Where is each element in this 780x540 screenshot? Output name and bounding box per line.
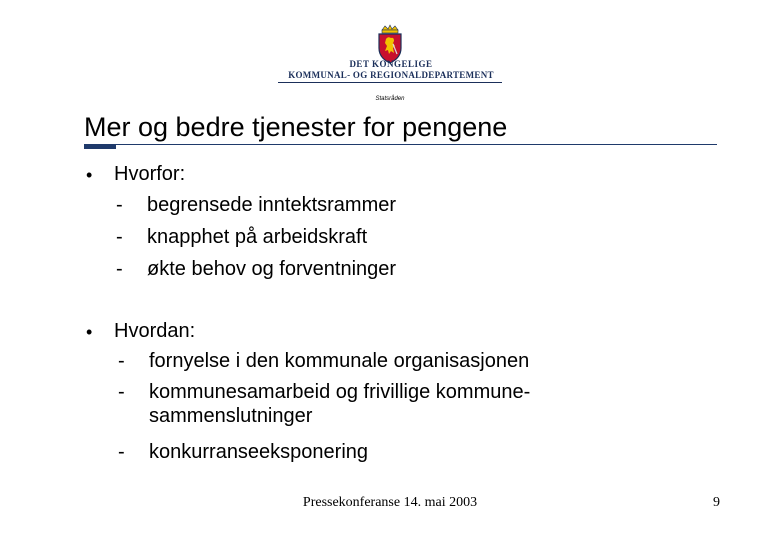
ministry-name-line1: DET KONGELIGE [349,59,433,69]
header-divider [278,82,502,83]
minister-title: Statsråden [375,96,405,102]
dash-icon: - [118,441,125,463]
slide-title: Mer og bedre tjenester for pengene [84,112,508,142]
dash-icon: - [116,226,123,248]
list-item-continuation: sammenslutninger [149,405,313,427]
section-heading-hvordan: Hvordan: [114,320,196,342]
dash-icon: - [116,194,123,216]
section-heading-hvorfor: Hvorfor: [114,163,186,185]
list-item: begrensede inntektsrammer [147,194,397,216]
page-number: 9 [713,495,720,510]
list-item: konkurranseeksponering [149,441,369,463]
bullet-icon: • [86,322,93,342]
ministry-name-line2: KOMMUNAL- OG REGIONALDEPARTEMENT [288,70,494,80]
list-item: knapphet på arbeidskraft [147,226,368,248]
dash-icon: - [118,350,125,372]
dash-icon: - [116,258,123,280]
footer-text: Pressekonferanse 14. mai 2003 [302,495,478,510]
bullet-icon: • [86,165,93,185]
title-underline [84,144,717,145]
list-item: fornyelse i den kommunale organisasjonen [149,350,530,372]
norwegian-coat-of-arms-icon [372,24,408,64]
list-item: økte behov og forventninger [147,258,397,280]
title-accent-bar [84,144,116,149]
list-item: kommunesamarbeid og frivillige kommune- [149,381,531,403]
dash-icon: - [118,381,125,403]
